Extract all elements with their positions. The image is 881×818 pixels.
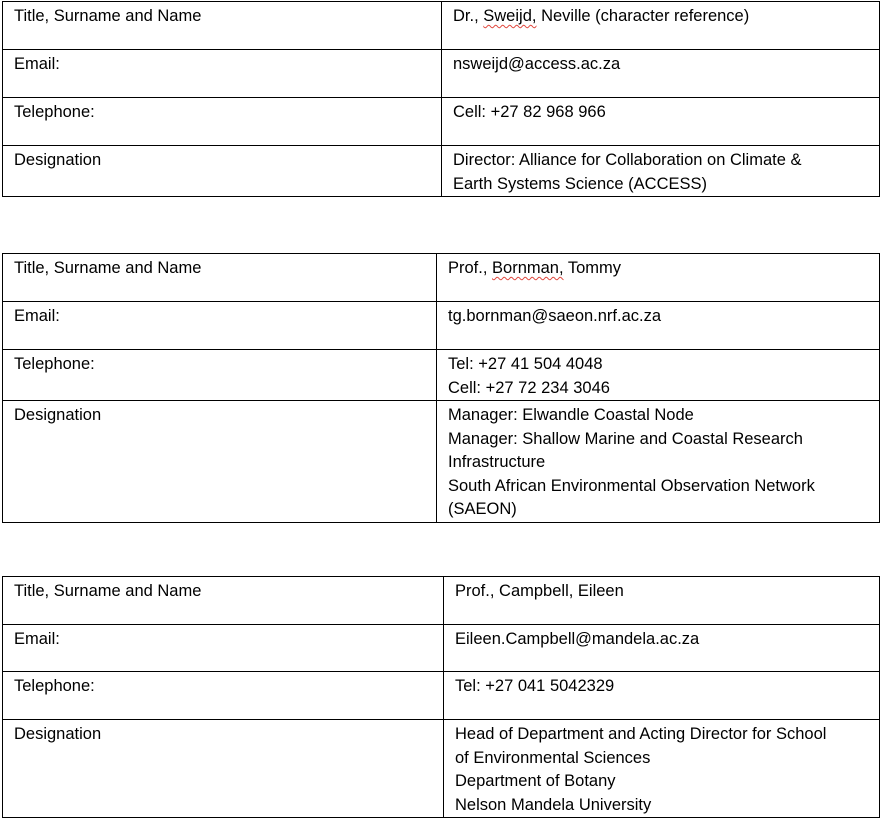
title-row	[3, 2, 880, 50]
email-label: Email:	[3, 302, 437, 350]
designation-label: Designation	[3, 146, 442, 197]
telephone-row	[3, 98, 880, 146]
title-label: Title, Surname and Name	[3, 577, 444, 625]
designation-row	[3, 146, 880, 197]
reference-table-2	[2, 253, 880, 523]
telephone-label: Telephone:	[3, 672, 444, 720]
email-row	[3, 625, 880, 672]
telephone-value: Tel: +27 41 504 4048 Cell: +27 72 234 3046	[437, 350, 880, 401]
name-rest: Tommy	[567, 259, 622, 277]
reference-table-1	[2, 1, 880, 197]
designation-label: Designation	[3, 401, 437, 523]
email-row	[3, 50, 880, 98]
telephone-label: Telephone:	[3, 98, 442, 146]
email-value: tg.bornman@saeon.nrf.ac.za	[437, 302, 880, 350]
telephone-row	[3, 350, 880, 401]
designation-row	[3, 401, 880, 523]
designation-value: Director: Alliance for Collaboration on Climate & Earth Systems Science (ACCESS)	[442, 146, 880, 197]
email-label: Email:	[3, 625, 444, 672]
name-title: Prof.,	[448, 259, 488, 277]
email-row	[3, 302, 880, 350]
designation-value: Head of Department and Acting Director for School of Environmental Sciences Department of Botany Nelson Mandela University	[444, 720, 880, 818]
name-rest: Eileen	[577, 582, 624, 600]
name-value	[442, 2, 880, 50]
name-surname: Bornman,	[492, 259, 564, 277]
designation-value: Manager: Elwandle Coastal Node Manager: Shallow Marine and Coastal Research Infrastructure South African Environmental Observation Network (SAEON)	[437, 401, 880, 523]
name-title: Dr.,	[453, 7, 479, 25]
email-label: Email:	[3, 50, 442, 98]
name-value	[444, 577, 880, 625]
telephone-label: Telephone:	[3, 350, 437, 401]
telephone-row	[3, 672, 880, 720]
name-surname: Sweijd,	[483, 7, 537, 25]
email-value: nsweijd@access.ac.za	[442, 50, 880, 98]
email-value: Eileen.Campbell@mandela.ac.za	[444, 625, 880, 672]
title-label: Title, Surname and Name	[3, 2, 442, 50]
telephone-value: Tel: +27 041 5042329	[444, 672, 880, 720]
name-surname: Campbell,	[499, 582, 574, 600]
name-title: Prof.,	[455, 582, 495, 600]
telephone-value: Cell: +27 82 968 966	[442, 98, 880, 146]
title-row	[3, 577, 880, 625]
designation-label: Designation	[3, 720, 444, 818]
name-rest: Neville (character reference)	[541, 7, 750, 25]
reference-table-3	[2, 576, 880, 818]
designation-row	[3, 720, 880, 818]
name-value	[437, 254, 880, 302]
title-label: Title, Surname and Name	[3, 254, 437, 302]
title-row	[3, 254, 880, 302]
